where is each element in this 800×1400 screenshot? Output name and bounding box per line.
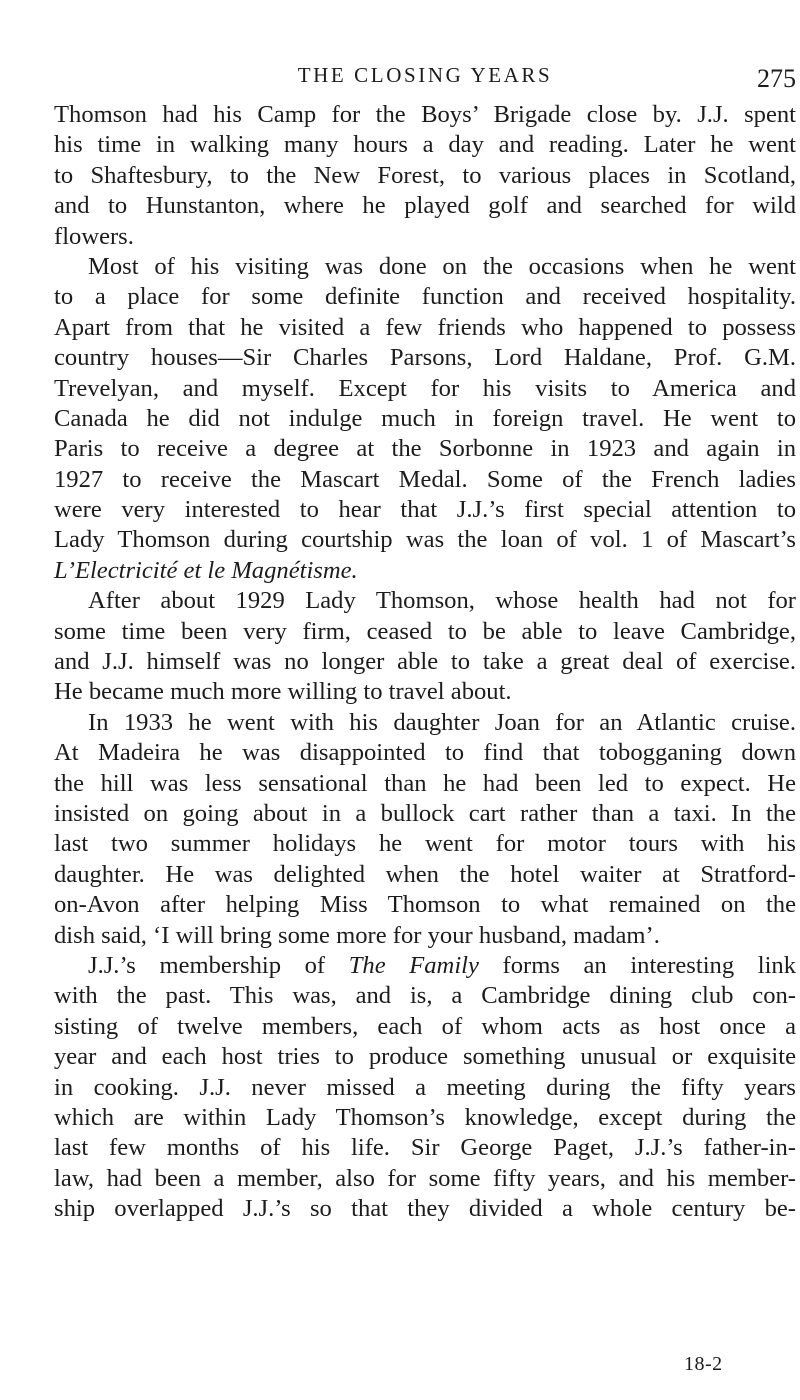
text-line: on-Avon after helping Miss Thomson to what remained on the [54,891,796,919]
body-text [54,100,796,1224]
club-name: The Family [348,951,479,979]
running-head [54,62,796,96]
text-line: last two summer holidays he went for motor tours with his [54,830,796,858]
signature-mark: 18-2 [684,1353,723,1375]
text-line: year and each host tries to produce something unusual or exquisite [54,1043,796,1071]
text-line: flowers. [54,222,134,250]
text-line: last few months of his life. Sir George Paget, J.J.’s father-in- [54,1134,796,1162]
text-line: Thomson had his Camp for the Boys’ Brigade close by. J.J. spent [54,101,796,128]
text-line: and J.J. himself was no longer able to take a great deal of exercise. [54,648,796,676]
text-run: J.J.’s membership of [88,951,349,979]
text-line: Lady Thomson during courtship was the loan of vol. 1 of Mascart’s [54,526,796,554]
text-line: insisted on going about in a bullock cart rather than a taxi. In the [54,799,796,827]
page-number: 275 [757,64,796,93]
book-title-line: L’Electricité et le Magnétisme. [54,556,358,584]
running-title: THE CLOSING YEARS [297,63,553,87]
text-line: At Madeira he was disappointed to find that tobogganing down [54,739,796,767]
text-run: forms an interesting link [478,951,797,979]
text-line: ship overlapped J.J.’s so that they divided a whole century be- [54,1195,796,1223]
text-line: sisting of twelve members, each of whom acts as host once a [54,1012,796,1040]
paragraph-first-line: After about 1929 Lady Thomson, whose health had not for [88,587,796,615]
text-line: his time in walking many hours a day and reading. Later he went [54,131,796,159]
text-line: which are within Lady Thomson’s knowledge, except during the [54,1103,796,1131]
text-line: with the past. This was, and is, a Cambridge dining club con- [54,982,796,1010]
text-line: He became much more willing to travel about. [54,678,512,706]
text-line: to a place for some definite function and received hospitality. [54,283,796,311]
text-line: the hill was less sensational than he had been led to expect. He [54,769,796,797]
text-line: to Shaftesbury, to the New Forest, to various places in Scotland, [54,161,796,189]
text-line: Paris to receive a degree at the Sorbonne in 1923 and again in [54,435,796,463]
paragraph-first-line [54,951,796,981]
paragraph-first-line: In 1933 he went with his daughter Joan for an Atlantic cruise. [88,708,796,736]
text-line: were very interested to hear that J.J.’s first special attention to [54,496,796,524]
text-line: and to Hunstanton, where he played golf and searched for wild [54,192,796,220]
text-line: in cooking. J.J. never missed a meeting during the fifty years [54,1073,796,1101]
text-line: country houses—Sir Charles Parsons, Lord Haldane, Prof. G.M. [54,344,796,372]
text-line: Apart from that he visited a few friends who happened to possess [54,313,796,341]
text-line: dish said, ‘I will bring some more for your husband, madam’. [54,921,660,949]
text-line: Trevelyan, and myself. Except for his visits to America and [54,374,796,402]
paragraph-first-line: Most of his visiting was done on the occasions when he went [88,252,796,280]
text-line: daughter. He was delighted when the hotel waiter at Stratford- [54,860,796,888]
text-line: some time been very firm, ceased to be able to leave Cambridge, [54,617,796,645]
text-line: Canada he did not indulge much in foreign travel. He went to [54,404,796,432]
text-line: 1927 to receive the Mascart Medal. Some of the French ladies [54,465,796,493]
text-line: law, had been a member, also for some fifty years, and his member- [54,1164,796,1192]
